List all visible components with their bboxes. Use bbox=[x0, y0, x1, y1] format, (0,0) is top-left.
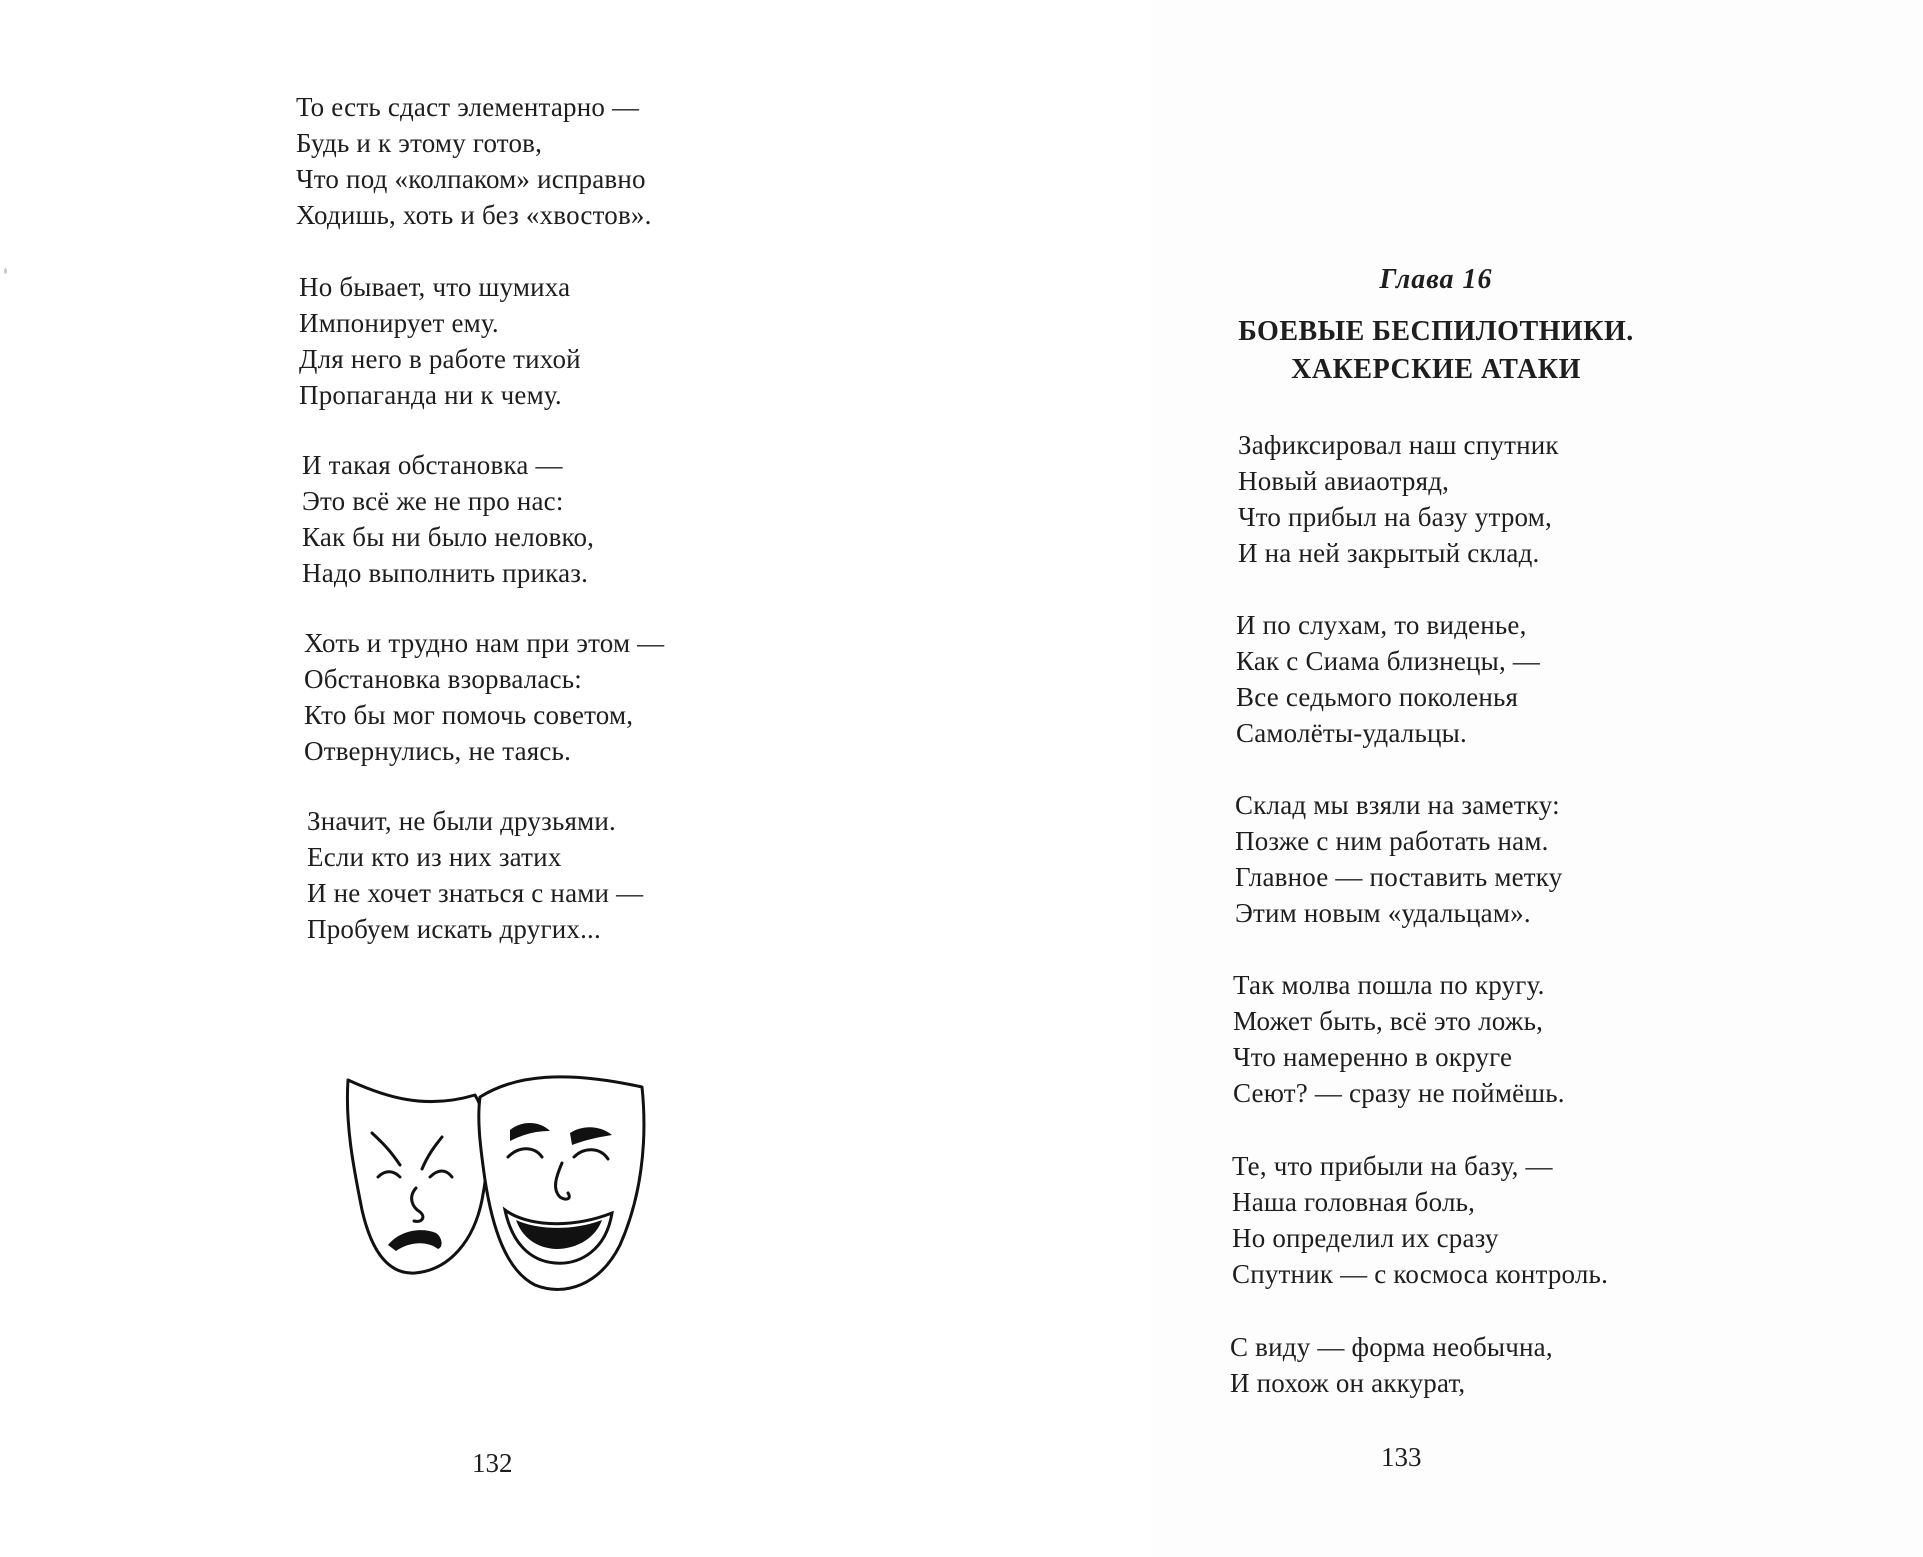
verse-line: Самолёты-удальцы. bbox=[1236, 718, 1467, 748]
verse-line: То есть сдаст элементарно — bbox=[296, 92, 640, 122]
left-stanza-3 bbox=[302, 447, 594, 591]
right-stanza-3 bbox=[1235, 787, 1562, 931]
left-stanza-4 bbox=[304, 625, 664, 769]
chapter-title-line: БОЕВЫЕ БЕСПИЛОТНИКИ. bbox=[1238, 316, 1634, 347]
verse-line: Так молва пошла по кругу. bbox=[1233, 970, 1545, 1000]
verse-line: Это всё же не про нас: bbox=[302, 486, 564, 516]
right-stanza-6 bbox=[1230, 1329, 1553, 1401]
verse-line: Будь и к этому готов, bbox=[296, 128, 543, 158]
verse-line: Отвернулись, не таясь. bbox=[304, 736, 572, 766]
verse-line: Пробуем искать других... bbox=[307, 914, 601, 944]
verse-line: Те, что прибыли на базу, — bbox=[1232, 1151, 1553, 1181]
verse-line: Новый авиаотряд, bbox=[1238, 466, 1450, 496]
verse-line: Что намеренно в округе bbox=[1233, 1042, 1513, 1072]
verse-line: И такая обстановка — bbox=[302, 450, 563, 480]
scan-speck bbox=[4, 268, 7, 274]
verse-line: Как бы ни было неловко, bbox=[302, 522, 595, 552]
verse-line: Что под «колпаком» исправно bbox=[296, 164, 646, 194]
verse-line: И по слухам, то виденье, bbox=[1236, 610, 1527, 640]
right-stanza-4 bbox=[1233, 967, 1565, 1111]
left-stanza-2 bbox=[299, 269, 581, 413]
left-stanza-5 bbox=[307, 803, 643, 947]
verse-line: Главное — поставить метку bbox=[1235, 862, 1563, 892]
verse-line: Зафиксировал наш спутник bbox=[1238, 430, 1559, 460]
verse-line: Спутник — с космоса контроль. bbox=[1232, 1259, 1609, 1289]
verse-line: Хоть и трудно нам при этом — bbox=[304, 628, 665, 658]
verse-line: Все седьмого поколенья bbox=[1236, 682, 1519, 712]
verse-line: Может быть, всё это ложь, bbox=[1233, 1006, 1544, 1036]
right-stanza-2 bbox=[1236, 607, 1540, 751]
verse-line: Импонирует ему. bbox=[299, 308, 499, 338]
verse-line: Склад мы взяли на заметку: bbox=[1235, 790, 1560, 820]
verse-line: Сеют? — сразу не поймёшь. bbox=[1233, 1078, 1565, 1108]
right-stanza-5 bbox=[1232, 1148, 1608, 1292]
verse-line: Кто бы мог помочь советом, bbox=[304, 700, 634, 730]
right-stanza-1 bbox=[1238, 427, 1559, 571]
verse-line: И на ней закрытый склад. bbox=[1238, 538, 1540, 568]
verse-line: Ходишь, хоть и без «хвостов». bbox=[296, 200, 652, 230]
verse-line: Обстановка взорвалась: bbox=[304, 664, 582, 694]
verse-line: С виду — форма необычна, bbox=[1230, 1332, 1553, 1362]
verse-line: Но бывает, что шумиха bbox=[299, 272, 571, 302]
theatre-masks-icon bbox=[330, 1065, 660, 1295]
verse-line: Что прибыл на базу утром, bbox=[1238, 502, 1552, 532]
verse-line: Но определил их сразу bbox=[1232, 1223, 1499, 1253]
verse-line: Надо выполнить приказ. bbox=[302, 558, 589, 588]
chapter-label: Глава 16 bbox=[1379, 264, 1493, 295]
verse-line: Если кто из них затих bbox=[307, 842, 562, 872]
page-number-left: 132 bbox=[472, 1448, 513, 1478]
verse-line: И похож он аккурат, bbox=[1230, 1368, 1466, 1398]
verse-line: И не хочет знаться с нами — bbox=[307, 878, 644, 908]
verse-line: Значит, не были друзьями. bbox=[307, 806, 616, 836]
verse-line: Наша головная боль, bbox=[1232, 1187, 1476, 1217]
verse-line: Пропаганда ни к чему. bbox=[299, 380, 562, 410]
left-stanza-1 bbox=[296, 89, 652, 233]
chapter-title bbox=[1160, 313, 1712, 389]
verse-line: Для него в работе тихой bbox=[299, 344, 581, 374]
page-number-right: 133 bbox=[1381, 1442, 1422, 1472]
right-page bbox=[1150, 0, 1923, 1557]
chapter-title-line: ХАКЕРСКИЕ АТАКИ bbox=[1291, 354, 1581, 385]
verse-line: Как с Сиама близнецы, — bbox=[1236, 646, 1541, 676]
verse-line: Позже с ним работать нам. bbox=[1235, 826, 1549, 856]
verse-line: Этим новым «удальцам». bbox=[1235, 898, 1531, 928]
